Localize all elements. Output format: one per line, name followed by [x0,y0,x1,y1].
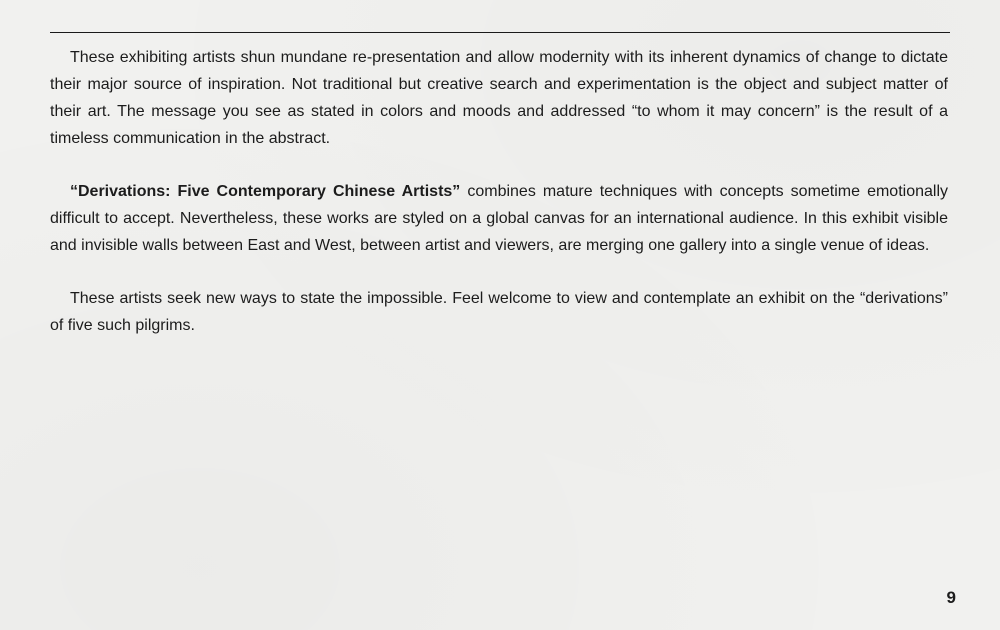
paragraph-2-lead: “Derivations: Five Contemporary Chinese Artists” [70,183,461,200]
top-rule [50,32,950,33]
page-number: 9 [946,588,956,607]
paragraph-3-text: These artists seek new ways to state the impossible. Feel welcome to view and contemplate an exhibit on the “derivations” of five such pilgrims. [50,290,948,334]
body-text [50,44,948,365]
paragraph-2 [50,178,948,259]
paragraph-3 [50,285,948,339]
paragraph-1-text: These exhibiting artists shun mundane re-presentation and allow modernity with its inherent dynamics of change to dictate their major source of inspiration. Not traditional but creative search and experimentation is the object and subject matter of their art. The message you see as stated in colors and moods and addressed “to whom it may concern” is the result of a timeless communication in the abstract. [50,49,948,147]
paragraph-1 [50,44,948,152]
paragraph-2-text: combines mature techniques with concepts sometime emotionally difficult to accept. Nevertheless, these works are styled on a global canvas for an international audience. In this exhibit visible and invisible walls between East and West, between artist and viewers, are merging one gallery into a single venue of ideas. [50,183,948,254]
